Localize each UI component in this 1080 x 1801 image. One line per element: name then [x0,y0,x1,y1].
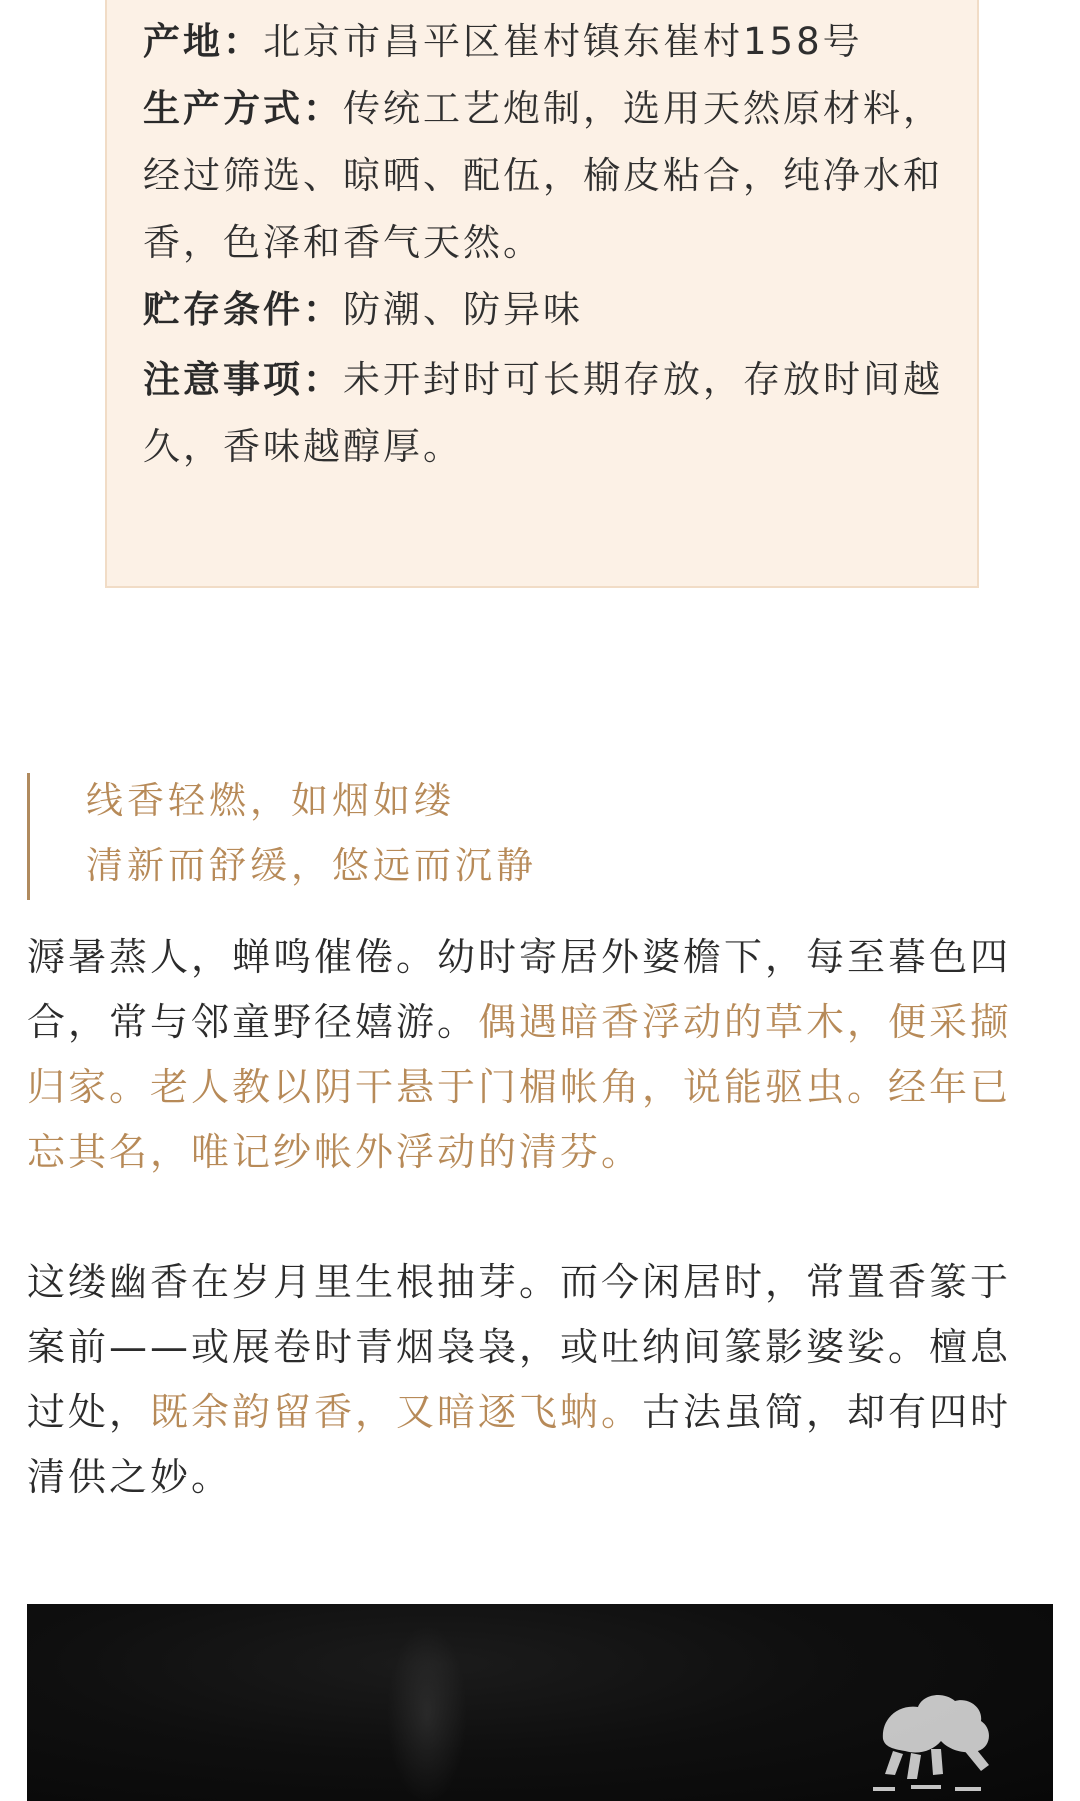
quote-line: 清新而舒缓，悠远而沉静 [86,844,537,887]
incense-photo [27,1604,1053,1801]
info-key: 生产方式： [143,87,343,130]
text-run: 过处， [27,1390,151,1434]
highlight-run: 偶遇暗香浮动的草木，便采撷 [478,1000,1012,1044]
para-line [27,1250,1055,1315]
info-key: 注意事项： [143,358,343,401]
para-line [27,1120,1055,1185]
info-line-origin [143,8,943,75]
info-line-storage [143,276,943,343]
info-value: 未开封时可长期存放，存放时间越 [343,358,943,401]
info-value: 香，色泽和香气天然。 [143,221,543,264]
info-line-production [143,75,943,142]
para-line [27,1380,1055,1445]
para-line [27,925,1055,990]
para-line [27,1445,1055,1510]
info-line-production-cont [143,142,943,209]
para-line [27,990,1055,1055]
highlight-run: 归家。老人教以阴干悬于门楣帐角，说能驱虫。经年已 [27,1065,1012,1109]
text-run: 这缕幽香在岁月里生根抽芽。而今闲居时，常置香篆于 [27,1260,1012,1304]
info-line-production-cont [143,209,943,276]
info-line-notes [143,346,943,413]
quote-line: 线香轻燃，如烟如缕 [86,779,455,822]
info-value: 防潮、防异味 [343,288,583,331]
info-value: 经过筛选、晾晒、配伍，榆皮粘合，纯净水和 [143,154,943,197]
para-line [27,1315,1055,1380]
info-value: 久，香味越醇厚。 [143,425,463,468]
smoke-wisp [387,1624,467,1801]
pull-quote [27,773,727,900]
paragraph-present [27,1250,1055,1510]
info-value: 北京市昌平区崔村镇东崔村158号 [263,20,863,63]
paragraph-memory [27,925,1055,1185]
hand-brand-logo-icon [863,1679,1003,1801]
text-run: 合，常与邻童野径嬉游。 [27,1000,479,1044]
info-value: 传统工艺炮制，选用天然原材料， [343,87,943,130]
info-line-notes-cont [143,413,943,480]
info-key: 产地： [143,20,263,63]
product-info-card [105,0,979,588]
text-run: 案前——或展卷时青烟袅袅，或吐纳间篆影婆娑。檀息 [27,1325,1012,1369]
text-run: 溽暑蒸人，蝉鸣催倦。幼时寄居外婆檐下，每至暮色四 [27,935,1012,979]
highlight-run: 既余韵留香，又暗逐飞蚋。 [150,1390,643,1434]
text-run: 清供之妙。 [27,1455,233,1499]
para-line [27,1055,1055,1120]
highlight-run: 忘其名，唯记纱帐外浮动的清芬。 [27,1130,643,1174]
info-key: 贮存条件： [143,288,343,331]
text-run: 古法虽简，却有四时 [642,1390,1012,1434]
